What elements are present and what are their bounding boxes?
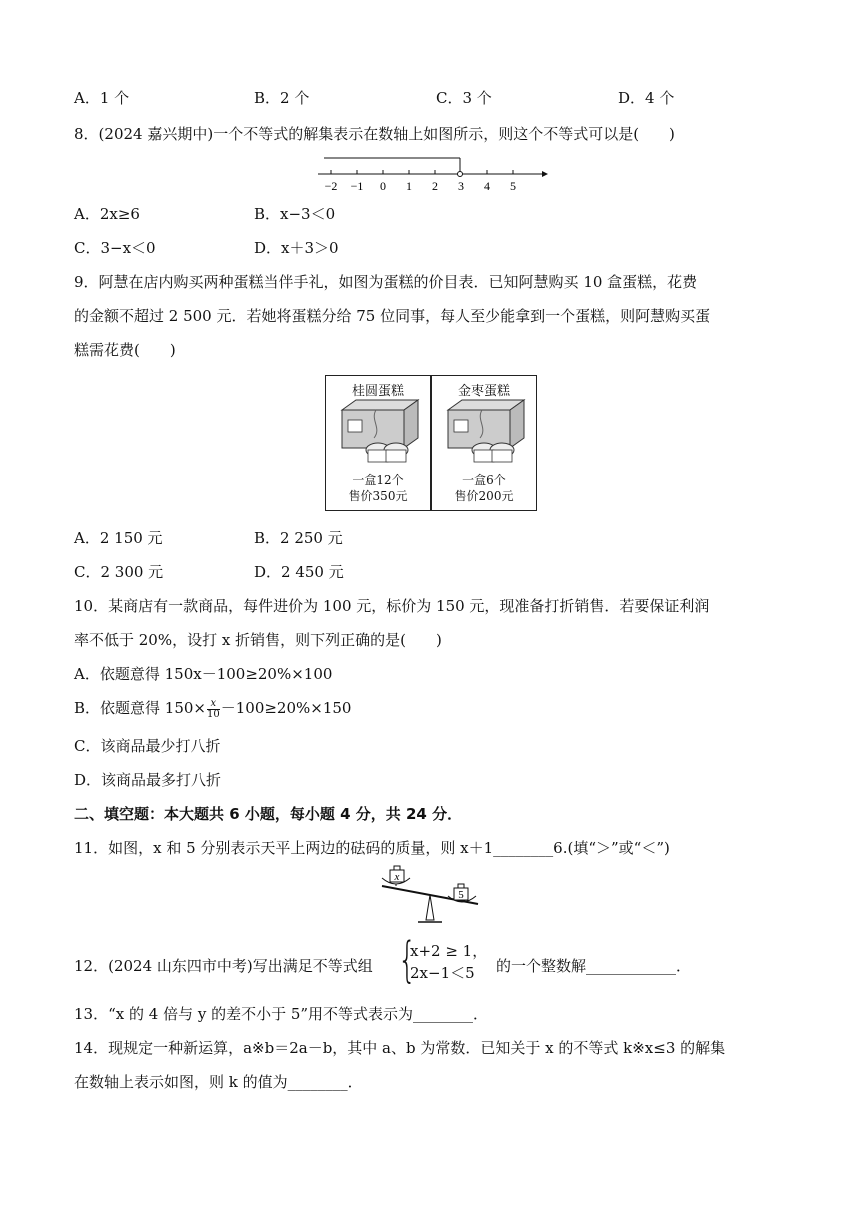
fraction bbox=[207, 699, 220, 720]
q8-tick-label: 0 bbox=[380, 179, 386, 193]
cake-box-icon bbox=[336, 398, 422, 468]
q8-tick-label: 1 bbox=[406, 179, 412, 193]
cake-price: 售价350元 bbox=[348, 489, 408, 503]
cake-box-icon bbox=[442, 398, 528, 468]
cake-panel-longan bbox=[326, 376, 430, 510]
section-heading: 二、填空题：本大题共 6 小题，每小题 4 分，共 24 分． bbox=[74, 805, 463, 823]
q13-stem: 13．“x 的 4 倍与 y 的差不小于 5”用不等式表示为________． bbox=[74, 1005, 489, 1023]
cake-quantity: 一盒6个 bbox=[462, 473, 506, 487]
q8-option-b: B．x−3＜0 bbox=[254, 205, 336, 223]
q10-stem-line: 率不低于 20%，设打 x 折销售，则下列正确的是( ) bbox=[74, 631, 442, 649]
cake-price: 售价200元 bbox=[454, 489, 514, 503]
q8-tick-label: 3 bbox=[458, 179, 464, 193]
q9-option-b: B．2 250 元 bbox=[254, 529, 343, 547]
cake-panel-kumquat bbox=[432, 376, 536, 510]
system-row-1: x+2 ≥ 1， bbox=[410, 942, 488, 960]
q14-stem-line: 在数轴上表示如图，则 k 的值为________． bbox=[74, 1073, 363, 1091]
q7-option-c: C．3 个 bbox=[436, 89, 492, 107]
q10-option-d: D．该商品最多打八折 bbox=[74, 771, 222, 789]
q10-option-a: A．依题意得 150x－100≥20%×100 bbox=[74, 665, 333, 683]
q9-option-d: D．2 450 元 bbox=[254, 563, 344, 581]
brace-symbol: { bbox=[398, 932, 417, 988]
q9-option-a: A．2 150 元 bbox=[74, 529, 163, 547]
q8-option-c: C．3−x＜0 bbox=[74, 239, 156, 257]
q10-option-c: C．该商品最少打八折 bbox=[74, 737, 221, 755]
q9-stem-line: 的金额不超过 2 500 元．若她将蛋糕分给 75 位同事，每人至少能拿到一个蛋糕，则阿慧购买蛋 bbox=[74, 307, 711, 325]
q8-option-a: A．2x≥6 bbox=[74, 205, 140, 223]
q14-stem-line: 14．现规定一种新运算，a※b＝2a－b，其中 a、b 为常数．已知关于 x 的不等式 k※x≤3 的解集 bbox=[74, 1039, 726, 1057]
q8-tick-label: 5 bbox=[510, 179, 516, 193]
q10-option-b-post: －100≥20%×150 bbox=[220, 699, 352, 717]
q9-stem-line: 糕需花费( ) bbox=[74, 341, 176, 359]
q8-stem: 8．(2024 嘉兴期中)一个不等式的解集表示在数轴上如图所示，则这个不等式可以是( ) bbox=[74, 125, 675, 143]
q10-stem-line: 10．某商店有一款商品，每件进价为 100 元，标价为 150 元，现准备打折销售．若要保证利润 bbox=[74, 597, 710, 615]
q9-option-c: C．2 300 元 bbox=[74, 563, 164, 581]
q7-option-b: B．2 个 bbox=[254, 89, 310, 107]
q8-tick-label: −1 bbox=[350, 179, 364, 193]
fraction-denominator: 10 bbox=[207, 708, 220, 720]
fraction-numerator: x bbox=[207, 699, 220, 710]
q10-option-b-pre: B．依题意得 150× bbox=[74, 699, 206, 717]
q8-number-line bbox=[310, 150, 550, 194]
cake-title: 金枣蛋糕 bbox=[457, 384, 510, 399]
q9-stem-line: 9．阿慧在店内购买两种蛋糕当伴手礼，如图为蛋糕的价目表．已知阿慧购买 10 盒蛋糕，花费 bbox=[74, 273, 698, 291]
q7-option-a: A．1 个 bbox=[74, 89, 130, 107]
q12-stem-post: 的一个整数解____________． bbox=[496, 957, 692, 975]
cake-title: 桂圆蛋糕 bbox=[351, 384, 404, 399]
left-weight-label: x bbox=[394, 871, 400, 883]
q11-stem: 11．如图，x 和 5 分别表示天平上两边的砝码的质量，则 x＋1________6.(填“＞”或“＜”) bbox=[74, 839, 670, 857]
q8-option-d: D．x＋3＞0 bbox=[254, 239, 339, 257]
cake-price-table bbox=[325, 375, 537, 511]
system-row-2: 2x−1＜5 bbox=[410, 964, 475, 982]
right-weight-label: 5 bbox=[458, 889, 464, 901]
cake-quantity: 一盒12个 bbox=[352, 473, 404, 487]
q12-stem-pre: 12．(2024 山东四市中考)写出满足不等式组 bbox=[74, 957, 373, 975]
q8-tick-label: 2 bbox=[432, 179, 438, 193]
balance-scale-figure bbox=[378, 864, 482, 928]
q8-tick-label: 4 bbox=[484, 179, 490, 193]
q10-option-b bbox=[74, 698, 351, 720]
q7-option-d: D．4 个 bbox=[618, 89, 675, 107]
q8-tick-label: −2 bbox=[324, 179, 338, 193]
